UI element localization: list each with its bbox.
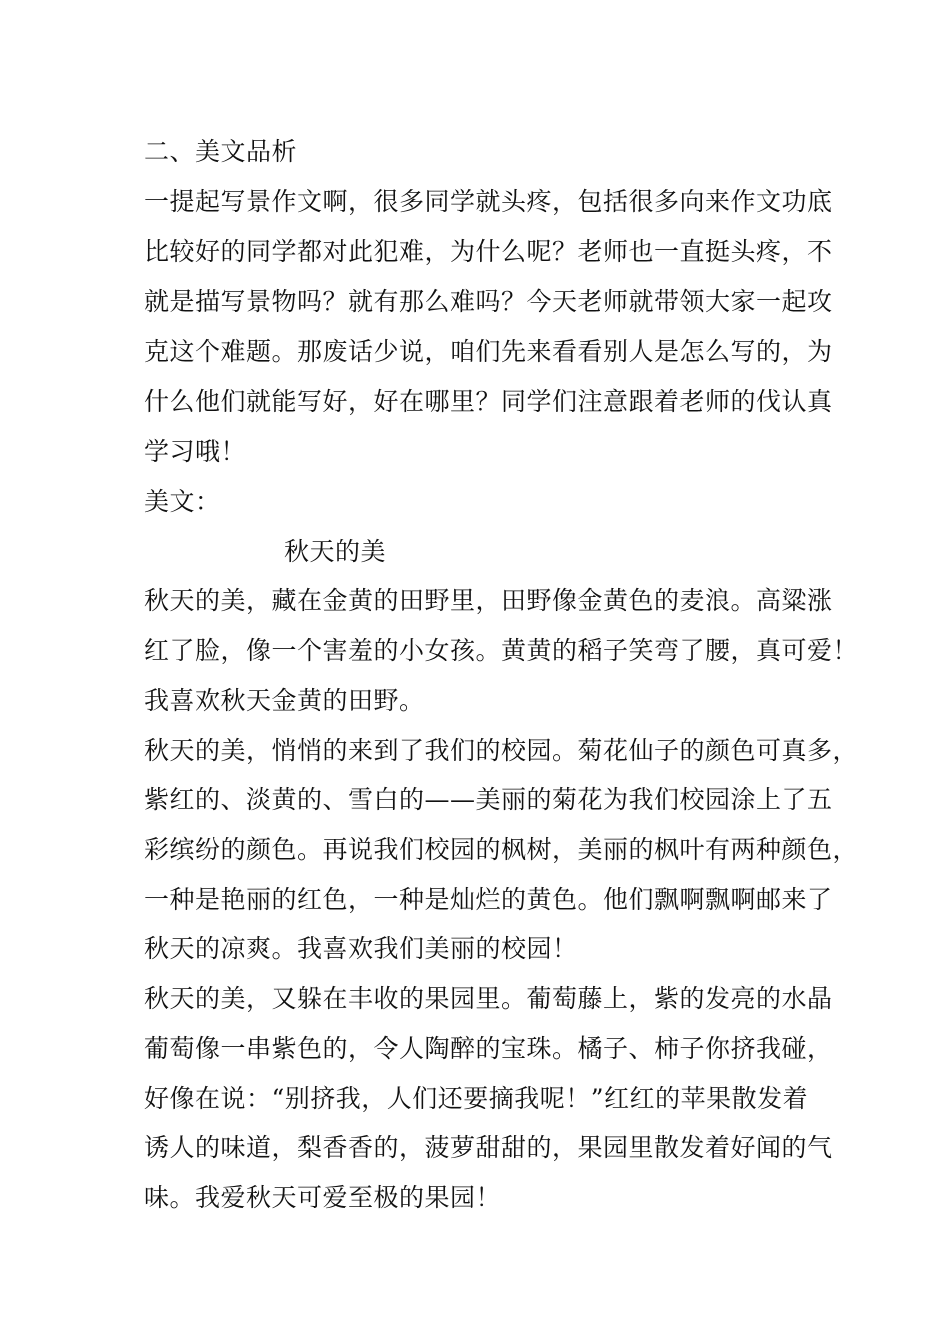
paragraph-line: 味。我爱秋天可爱至极的果园！	[144, 1183, 502, 1212]
intro-line: 什么他们就能写好，好在哪里？同学们注意跟着老师的伐认真	[144, 387, 833, 416]
paragraph-line: 秋天的美，又躲在丰收的果园里。葡萄藤上，紫的发亮的水晶	[144, 984, 833, 1013]
paragraph-line: 好像在说：“别挤我，人们还要摘我呢！”红红的苹果散发着	[144, 1084, 809, 1113]
paragraph-line: 彩缤纷的颜色。再说我们校园的枫树，美丽的枫叶有两种颜色，	[144, 835, 859, 864]
paragraph-line: 诱人的味道，梨香香的，菠萝甜甜的，果园里散发着好闻的气	[144, 1133, 833, 1162]
essay-title: 秋天的美	[284, 537, 387, 566]
section-heading: 二、美文品析	[144, 137, 298, 166]
intro-line: 比较好的同学都对此犯难，为什么呢？老师也一直挺头疼，不	[144, 237, 833, 266]
intro-line: 一提起写景作文啊，很多同学就头疼，包括很多向来作文功底	[144, 187, 833, 216]
intro-line: 克这个难题。那废话少说，咱们先来看看别人是怎么写的，为	[144, 337, 833, 366]
paragraph-line: 紫红的、淡黄的、雪白的——美丽的菊花为我们校园涂上了五	[144, 785, 833, 814]
paragraph-line: 红了脸，像一个害羞的小女孩。黄黄的稻子笑弯了腰，真可爱！	[144, 636, 859, 665]
paragraph-line: 我喜欢秋天金黄的田野。	[144, 686, 425, 715]
intro-line: 就是描写景物吗？就有那么难吗？今天老师就带领大家一起攻	[144, 287, 833, 316]
paragraph-line: 葡萄像一串紫色的，令人陶醉的宝珠。橘子、柿子你挤我碰，	[144, 1034, 833, 1063]
paragraph-line: 秋天的凉爽。我喜欢我们美丽的校园！	[144, 934, 578, 963]
essay-label: 美文：	[144, 487, 221, 516]
paragraph-line: 秋天的美，悄悄的来到了我们的校园。菊花仙子的颜色可真多，	[144, 736, 859, 765]
paragraph-line: 一种是艳丽的红色，一种是灿烂的黄色。他们飘啊飘啊邮来了	[144, 885, 833, 914]
intro-line: 学习哦！	[144, 437, 247, 466]
paragraph-line: 秋天的美，藏在金黄的田野里，田野像金黄色的麦浪。高粱涨	[144, 586, 833, 615]
